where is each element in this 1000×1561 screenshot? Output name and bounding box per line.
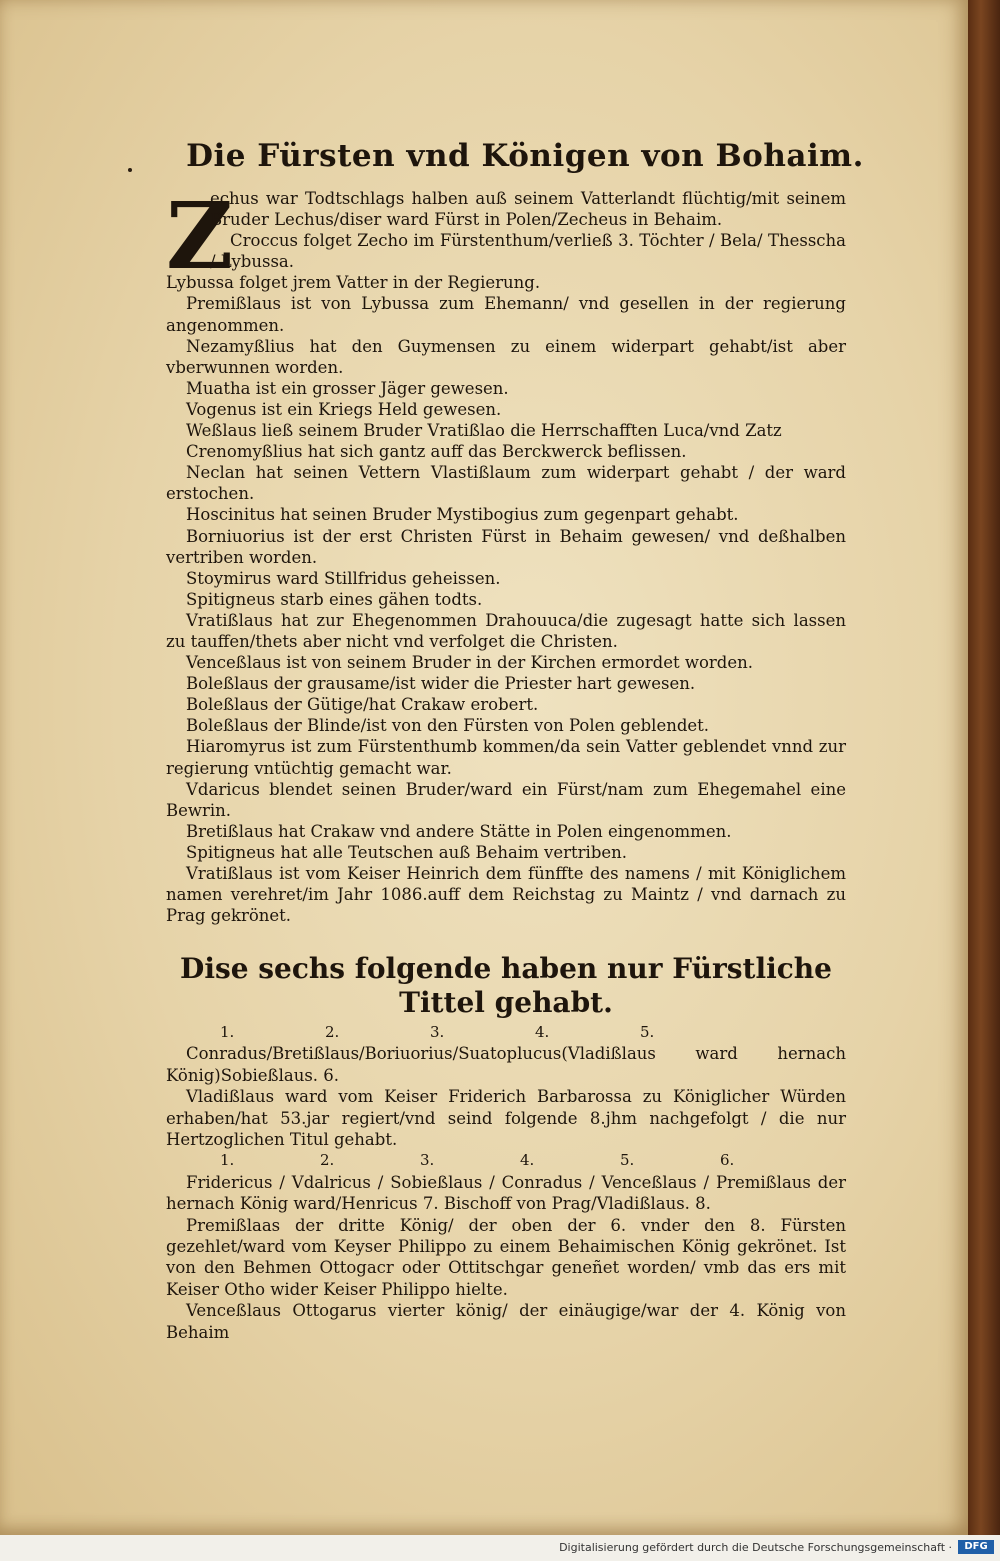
text-paragraph: Muatha ist ein grosser Jäger gewesen. [186, 378, 509, 398]
footer-bar [0, 1535, 1000, 1561]
enumeration-number: 5. [640, 1023, 655, 1041]
text-paragraph: Vdaricus blendet seinen Bruder/ward ein Fürst/nam zum Ehegemahel eine Bewrin. [166, 779, 846, 820]
footer-credit: Digitalisierung gefördert durch die Deutsche Forschungsgemeinschaft · [559, 1541, 952, 1554]
enumeration-number: 1. [220, 1151, 235, 1170]
text-paragraph: Vogenus ist ein Kriegs Held gewesen. [186, 399, 502, 419]
number-row [166, 1022, 846, 1043]
enumeration-number: 6. [720, 1151, 735, 1170]
drop-initial: Z [166, 182, 234, 290]
enumeration-number: 4. [520, 1151, 535, 1170]
text-paragraph: Vratißlaus hat zur Ehegenommen Drahouuca/die zugesagt hatte sich lassen zu tauffen/thets aber nicht vnd verfolget die Christen. [166, 610, 846, 651]
text-paragraph: Bretißlaus hat Crakaw vnd andere Stätte in Polen eingenommen. [186, 821, 732, 841]
text-paragraph: Lybussa folget jrem Vatter in der Regierung. [166, 273, 541, 293]
enumeration-number: 5. [620, 1151, 635, 1170]
enumeration-number: 4. [535, 1023, 550, 1041]
text-paragraph: Stoymirus ward Stillfridus geheissen. [186, 568, 501, 588]
page-title: Die Fürsten vnd Königen von Bohaim. [186, 138, 864, 174]
text-paragraph: Venceßlaus Ottogarus vierter könig/ der einäugige/war der 4. König von Behaim [166, 1301, 846, 1342]
section-text [166, 1022, 846, 1343]
text-paragraph: Premißlaas der dritte König/ der oben der 6. vnder den 8. Fürsten gezehlet/ward vom Keyser Philippo zu einem Behaimischen König gekrönet. Ist von den Behmen Ottogacr oder Ottitschgar geneñet worden/ vmb das ers mit Keiser Otho wider Keiser Philippo hielte. [166, 1215, 846, 1299]
text-paragraph: Venceßlaus ist von seinem Bruder in der Kirchen ermordet worden. [186, 653, 753, 673]
text-paragraph: Spitigneus starb eines gähen todts. [186, 589, 483, 609]
text-paragraph: Hiaromyrus ist zum Fürstenthumb kommen/da sein Vatter geblendet vnnd zur regierung vntüchtig gemacht war. [166, 737, 846, 778]
text-paragraph: Croccus folget Zecho im Fürstenthum/verließ 3. Töchter / Bela/ Thesscha / Lybussa. [210, 231, 846, 272]
text-paragraph: Premißlaus ist von Lybussa zum Ehemann/ vnd gesellen in der regierung angenommen. [166, 294, 846, 335]
section-heading: Dise sechs folgende haben nur Fürstliche Tittel gehabt. [180, 952, 832, 1019]
ornament-dot [128, 168, 132, 172]
text-paragraph: Fridericus / Vdalricus / Sobießlaus / Conradus / Venceßlaus / Premißlaus der hernach König ward/Henricus 7. Bischoff von Prag/Vladißlaus. 8. [166, 1172, 846, 1214]
number-row [166, 1150, 846, 1171]
text-paragraph: Weßlaus ließ seinem Bruder Vratißlao die Herrschafften Luca/vnd Zatz [186, 421, 782, 441]
enumeration-number: 1. [220, 1023, 235, 1041]
text-paragraph: echus war Todtschlags halben auß seinem Vatterlandt flüchtig/mit seinem Bruder Lechus/diser ward Fürst in Polen/Zecheus in Behaim. [210, 189, 846, 230]
main-text [166, 182, 846, 926]
text-paragraph: Spitigneus hat alle Teutschen auß Behaim vertriben. [186, 842, 628, 862]
enumeration-number: 2. [320, 1151, 335, 1170]
text-paragraph: Vratißlaus ist vom Keiser Heinrich dem fünffte des namens / mit Königlichem namen verehret/im Jahr 1086.auff dem Reichstag zu Maintz / vnd darnach zu Prag gekrönet. [166, 864, 846, 926]
text-paragraph: Boleßlaus der Gütige/hat Crakaw erobert. [186, 695, 539, 715]
text-paragraph: Borniuorius ist der erst Christen Fürst in Behaim gewesen/ vnd deßhalben vertriben worden. [166, 526, 846, 567]
enumeration-number: 3. [430, 1023, 445, 1041]
text-paragraph: Nezamyßlius hat den Guymensen zu einem widerpart gehabt/ist aber vberwunnen worden. [166, 336, 846, 377]
text-paragraph: Vladißlaus ward vom Keiser Friderich Barbarossa zu Königlicher Würden erhaben/hat 53.jar regiert/vnd seind folgende 8.jhm nachgefolgt / die nur Hertzoglichen Titul gehabt. [166, 1087, 846, 1150]
enumeration-number: 2. [325, 1023, 340, 1041]
text-paragraph: Hoscinitus hat seinen Bruder Mystibogius zum gegenpart gehabt. [186, 505, 739, 525]
text-paragraph: Neclan hat seinen Vettern Vlastißlaum zum widerpart gehabt / der ward erstochen. [166, 463, 846, 504]
text-paragraph: Boleßlaus der grausame/ist wider die Priester hart gewesen. [186, 674, 696, 694]
book-spine [968, 0, 1000, 1535]
text-paragraph: Crenomyßlius hat sich gantz auff das Berckwerck beflissen. [186, 442, 687, 462]
enumeration-number: 3. [420, 1151, 435, 1170]
text-paragraph: Boleßlaus der Blinde/ist von den Fürsten von Polen geblendet. [186, 716, 710, 736]
text-paragraph: Conradus/Bretißlaus/Boriuorius/Suatoplucus(Vladißlaus ward hernach König)Sobießlaus. 6. [166, 1044, 846, 1085]
dfg-logo: DFG [958, 1540, 994, 1554]
